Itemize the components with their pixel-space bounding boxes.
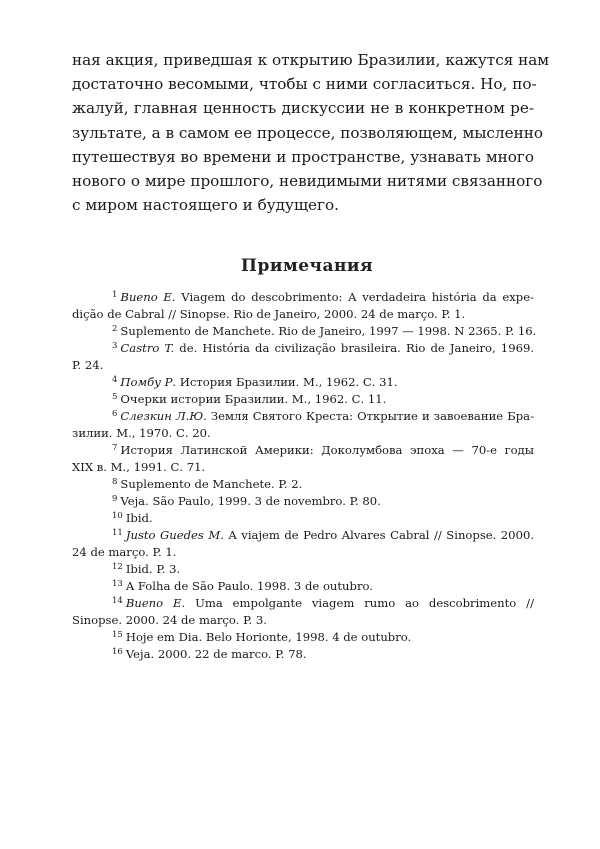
note-text: История Латинской Америки: Доколумбова эпоха — 70-е годы — [120, 443, 534, 458]
note-item — [72, 510, 534, 527]
notes-heading: Примечания — [240, 256, 374, 277]
body-line: зультате, а в самом ее процессе, позволяющем, мысленно — [72, 123, 543, 142]
note-text: Hoje em Dia. Belo Horionte, 1998. 4 de outubro. — [125, 630, 412, 645]
note-line — [72, 425, 534, 442]
note-text: P. 24. — [72, 358, 104, 373]
note-author: Castro T. — [120, 341, 175, 356]
note-text: A Folha de São Paulo. 1998. 3 de outubro. — [125, 579, 373, 594]
note-number: 10 — [112, 511, 123, 522]
note-item — [72, 493, 534, 510]
note-item — [72, 340, 534, 374]
notes-list — [72, 289, 537, 663]
note-item — [72, 289, 534, 323]
note-author: Слезкин Л.Ю. — [120, 409, 207, 424]
note-line — [72, 578, 534, 595]
note-line — [72, 306, 534, 323]
note-number: 8 — [112, 477, 118, 488]
note-text: Suplemento de Manchete. P. 2. — [120, 477, 303, 492]
body-line: путешествуя во времени и пространстве, узнавать много — [72, 147, 534, 166]
note-item — [72, 578, 534, 595]
note-text: Земля Святого Креста: Открытие и завоевание Бра- — [206, 409, 535, 424]
body-line: нового о мире прошлого, невидимыми нитями связанного — [72, 172, 543, 191]
body-paragraph — [72, 48, 550, 217]
note-text: de. História da civilização brasileira. Rio de Janeiro, 1969. — [174, 341, 535, 356]
body-line: ная акция, приведшая к открытию Бразилии, кажутся нам — [72, 51, 550, 69]
note-text: Ibid. — [125, 511, 153, 526]
note-text: dição de Cabral // Sinopse. Rio de Janeiro, 2000. 24 de março. P. 1. — [72, 307, 466, 322]
note-text: Veja. 2000. 22 de marco. P. 78. — [125, 647, 307, 662]
note-item — [72, 646, 534, 663]
note-text: XIX в. М., 1991. С. 71. — [72, 460, 206, 475]
note-text: A viajem de Pedro Alvares Cabral // Sinopse. 2000. — [223, 528, 535, 543]
note-number: 3 — [112, 341, 118, 352]
note-text: История Бразилии. М., 1962. С. 31. — [176, 375, 398, 390]
note-item — [72, 442, 534, 476]
note-line — [72, 493, 534, 510]
note-text: Suplemento de Manchete. Rio de Janeiro, 1997 — 1998. N 2365. P. 16. — [120, 324, 537, 339]
note-item — [72, 595, 534, 629]
body-line: с миром настоящего и будущего. — [72, 196, 339, 215]
note-number: 1 — [112, 290, 118, 301]
note-author: Justo Guedes M. — [125, 528, 224, 543]
note-text: зилии. М., 1970. С. 20. — [72, 426, 211, 441]
note-line — [72, 612, 534, 629]
note-line — [72, 646, 534, 663]
body-line: жалуй, главная ценность дискуссии не в конкретном ре- — [72, 99, 534, 118]
note-item — [72, 476, 534, 493]
note-text: Ibid. P. 3. — [125, 562, 181, 577]
note-line — [72, 374, 534, 391]
note-line — [72, 459, 534, 476]
note-line — [72, 340, 534, 357]
body-line: достаточно весомыми, чтобы с ними согласиться. Но, по- — [72, 75, 537, 94]
note-line — [72, 510, 534, 527]
note-text: Sinopse. 2000. 24 de março. P. 3. — [72, 613, 267, 628]
note-text: Очерки истории Бразилии. М., 1962. С. 11. — [120, 392, 387, 407]
note-item — [72, 374, 534, 391]
note-number: 6 — [112, 409, 118, 420]
note-author: Bueno E. — [120, 290, 176, 305]
note-number: 15 — [112, 630, 123, 641]
note-text: Viagem do descobrimento: A verdadeira história da expe- — [175, 290, 534, 305]
note-item — [72, 629, 534, 646]
note-number: 14 — [112, 596, 123, 607]
note-line — [72, 391, 534, 408]
note-number: 7 — [112, 443, 118, 454]
note-text: 24 de março. P. 1. — [72, 545, 177, 560]
note-item — [72, 391, 534, 408]
note-author: Помбу Р. — [120, 375, 177, 390]
note-text: Uma empolgante viagem rumo ao descobrimento // — [185, 596, 534, 611]
note-number: 12 — [112, 562, 123, 573]
note-text: Veja. São Paulo, 1999. 3 de novembro. P. 80. — [120, 494, 381, 509]
note-line — [72, 544, 534, 561]
note-item — [72, 561, 534, 578]
note-line — [72, 561, 534, 578]
note-line — [72, 527, 534, 544]
note-item — [72, 527, 534, 561]
note-item — [72, 323, 537, 340]
note-author: Bueno E. — [125, 596, 186, 611]
note-number: 5 — [112, 392, 118, 403]
note-number: 4 — [112, 375, 118, 386]
note-line — [72, 476, 534, 493]
note-number: 11 — [112, 528, 123, 539]
note-line — [72, 357, 534, 374]
page — [72, 48, 550, 663]
note-item — [72, 408, 534, 442]
note-number: 9 — [112, 494, 118, 505]
note-number: 16 — [112, 647, 123, 658]
note-line — [72, 629, 534, 646]
note-line — [72, 323, 537, 340]
note-number: 2 — [112, 324, 118, 335]
note-line — [72, 289, 534, 306]
note-line — [72, 408, 534, 425]
note-number: 13 — [112, 579, 123, 590]
note-line — [72, 595, 534, 612]
note-line — [72, 442, 534, 459]
